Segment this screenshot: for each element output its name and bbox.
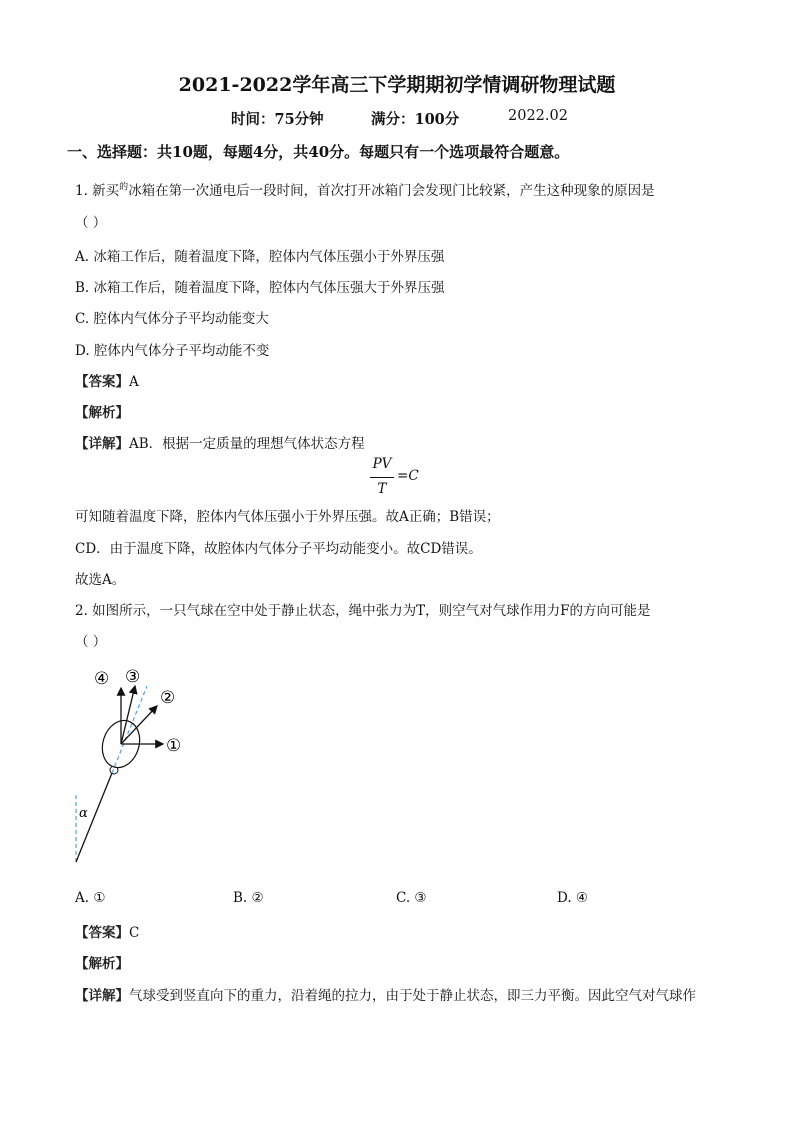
label-2: ② (160, 688, 176, 708)
q1-option-d: D. 腔体内气体分子平均动能不变 (75, 343, 270, 359)
q1-option-c: C. 腔体内气体分子平均动能变大 (75, 311, 269, 327)
q1-detail-4: 故选A。 (75, 572, 126, 588)
q1-analysis-tag: 【解析】 (75, 405, 129, 421)
q1-detail-1: 【详解】AB．根据一定质量的理想气体状态方程 (75, 436, 365, 452)
q2-option-c: C. ③ (396, 890, 427, 906)
q2-stem: 2. 如图所示，一只气球在空中处于静止状态，绳中张力为T，则空气对气球作用力F的方向可能是 (75, 603, 651, 619)
q2-analysis-tag: 【解析】 (75, 956, 129, 972)
q2-option-b: B. ② (233, 890, 264, 906)
q1-stem: 1. 新买$^的$冰箱在第一次通电后一段时间，首次打开冰箱门会发现门比较紧，产生这种现象的原因是 (75, 182, 655, 199)
exam-title: 2021-2022学年高三下学期期初学情调研物理试题 (178, 74, 616, 96)
q2-detail-1: 【详解】气球受到竖直向下的重力，沿着绳的拉力，由于处于静止状态，即三力平衡。因此空气对气球作 (75, 988, 696, 1004)
q1-paren: （ ） (75, 215, 107, 231)
label-3: ③ (125, 667, 141, 687)
q2-option-a: A. ① (75, 890, 106, 906)
exam-time: 时间：75分钟 (231, 111, 324, 128)
q1-detail-3: CD．由于温度下降，故腔体内气体分子平均动能变小。故CD错误。 (75, 541, 482, 557)
q1-option-b: B. 冰箱工作后，随着温度下降，腔体内气体压强大于外界压强 (75, 280, 445, 296)
q1-detail-2: 可知随着温度下降，腔体内气体压强小于外界压强。故A正确；B错误； (75, 509, 500, 525)
q1-option-a: A. 冰箱工作后，随着温度下降，腔体内气体压强小于外界压强 (75, 249, 445, 265)
label-1: ① (166, 736, 182, 756)
balloon-force-diagram (65, 660, 205, 870)
q1-answer: 【答案】A (75, 374, 139, 390)
exam-date: 2022.02 (508, 108, 568, 124)
section-heading: 一、选择题：共10题，每题4分，共40分。每题只有一个选项最符合题意。 (67, 143, 570, 161)
q2-answer: 【答案】C (75, 925, 140, 941)
label-alpha: α (79, 806, 88, 821)
exam-score: 满分：100分 (371, 111, 460, 128)
ideal-gas-formula: PV T =C (370, 456, 430, 502)
q2-option-d: D. ④ (557, 890, 589, 906)
q2-paren: （ ） (75, 634, 107, 650)
label-4: ④ (94, 669, 110, 689)
